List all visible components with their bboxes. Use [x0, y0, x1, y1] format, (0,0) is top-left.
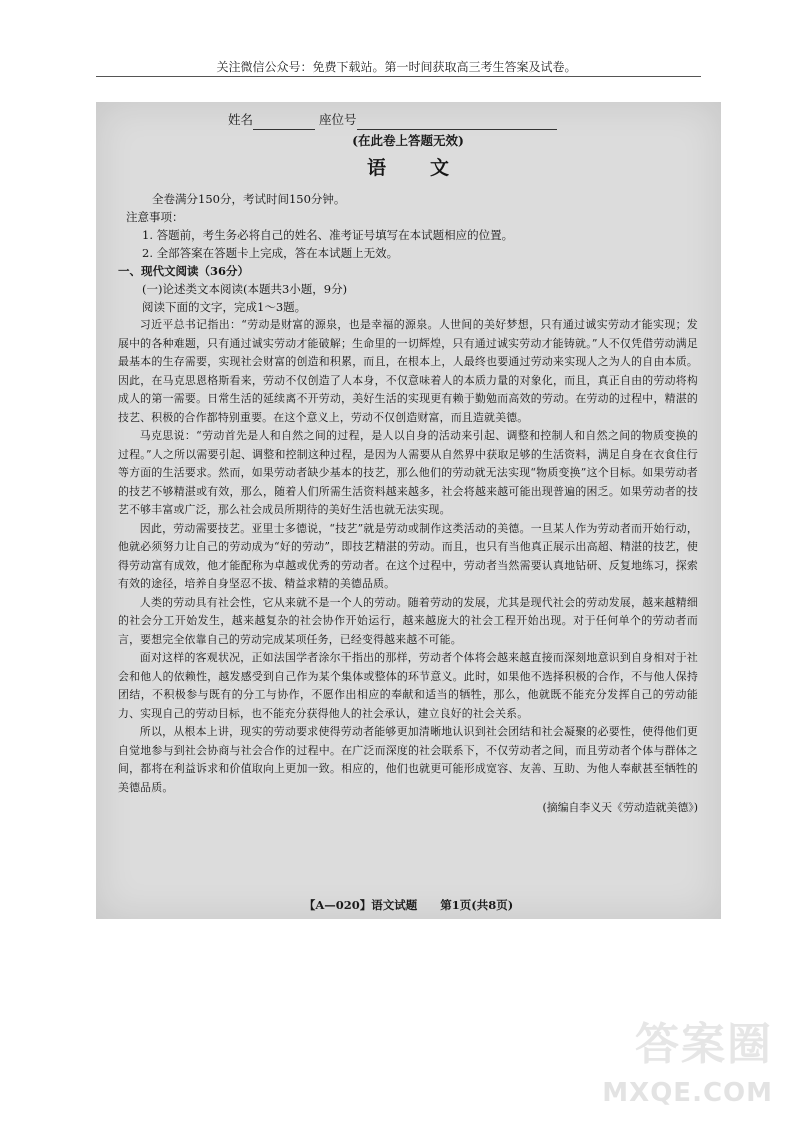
watermark-logo-text: 答案圈 [635, 1019, 773, 1070]
site-watermark [602, 1008, 773, 1108]
paragraph-5: 面对这样的客观状况，正如法国学者涂尔干指出的那样，劳动者个体将会越来越直接而深刻地意识到自身相对于社会和他人的依赖性，越发感受到自己作为某个集体或整体的环节意义。此时，如果他不选择积极的合作，不与他人保持团结，不积极参与既有的分工与协作，不愿作出相应的奉献和适当的牺牲，那么，他就既不能充分发挥自己的劳动能力、实现自己的劳动目标，也不能充分获得他人的社会承认，建立良好的社会关系。 [118, 651, 698, 720]
scanned-exam-page [96, 102, 721, 919]
paragraph-4: 人类的劳动具有社会性，它从来就不是一个人的劳动。随着劳动的发展，尤其是现代社会的劳动发展，越来越精细的社会分工开始发生，越来越复杂的社会协作开始运行，越来越庞大的社会工程开始出现。对于任何单个的劳动者而言，要想完全依靠自己的劳动完成某项任务，已经变得越来越不可能。 [118, 595, 698, 646]
seat-label: 座位号 [319, 112, 357, 127]
paragraph-2: 马克思说：“劳动首先是人和自然之间的过程，是人以自身的活动来引起、调整和控制人和自然之间的物质变换的过程。”人之所以需要引起、调整和控制这种过程，是因为人需要从自然界中获取足够的生活资料，满足自身在衣食住行等方面的生活要求。然而，如果劳动者缺少基本的技艺，那么他们的劳动就无法实现“物质变换”这个目标。如果劳动者的技艺不够精湛或有效，那么，随着人们所需生活资料越来越多，社会将越来越可能出现普遍的困乏。如果劳动者的技艺不够丰富或广泛，那么社会成员所期待的美好生活也就无法实现。 [118, 429, 698, 516]
watermark-url: MXQE.COM [602, 1078, 773, 1108]
paragraph-3: 因此，劳动需要技艺。亚里士多德说，“技艺”就是劳动或制作这类活动的美德。一旦某人作为劳动者而开始行动，他就必须努力让自己的劳动成为“好的劳动”，即技艺精湛的劳动。而且，也只有当他真正展示出高超、精湛的技艺，使得劳动富有成效，他才能配称为卓越或优秀的劳动者。在这个过程中，劳动者当然需要认真地钻研、反复地练习，探索有效的途径，培养自身坚忍不拔、精益求精的美德品质。 [118, 521, 698, 590]
note-2: 2. 全部答案在答题卡上完成，答在本试题上无效。 [142, 246, 399, 260]
subject-title: 语文 [366, 157, 493, 179]
invalid-notice: (在此卷上答题无效) [352, 133, 464, 148]
source-citation: (摘编自李义天《劳动造就美德》) [542, 801, 698, 814]
name-blank [253, 115, 315, 130]
section-title: 一、现代文阅读（36分） [118, 264, 250, 278]
name-seat-row [118, 110, 698, 130]
seat-blank [357, 115, 557, 130]
paragraph-6: 所以，从根本上讲，现实的劳动要求使得劳动者能够更加清晰地认识到社会团结和社会凝聚的必要性，使得他们更自觉地参与到社会协商与社会合作的过程中。在广泛而深度的社会联系下，不仅劳动者之间，而且劳动者个体与群体之间，都将在利益诉求和价值取向上更加一致。相应的，他们也就更可能形成宽容、友善、互助、为他人奉献甚至牺牲的美德品质。 [118, 725, 698, 794]
top-divider [96, 76, 701, 77]
top-banner: 关注微信公众号：免费下载站。第一时间获取高三考生答案及试卷。 [216, 60, 577, 74]
notes-title: 注意事项： [126, 210, 184, 224]
exam-content [118, 110, 698, 817]
subsection-title: (一)论述类文本阅读(本题共3小题，9分) [142, 282, 348, 296]
score-time-info: 全卷满分150分，考试时间150分钟。 [152, 192, 346, 206]
paragraph-1: 习近平总书记指出：“劳动是财富的源泉，也是幸福的源泉。人世间的美好梦想，只有通过诚实劳动才能实现；发展中的各种难题，只有通过诚实劳动才能破解；生命里的一切辉煌，只有通过诚实劳动才能铸就。”人不仅凭借劳动满足最基本的生存需要，实现社会财富的创造和积累，而且，在根本上，人最终也要通过劳动来实现人之为人的自由本质。因此，在马克思恩格斯看来，劳动不仅创造了人本身，不仅意味着人的本质力量的对象化，而且，真正自由的劳动将构成人的第一需要。日常生活的延续离不开劳动，美好生活的实现更有赖于勤勉而高效的劳动。在劳动的过程中，精湛的技艺、积极的合作都特别重要。在这个意义上，劳动不仅创造财富，而且造就美德。 [118, 318, 698, 424]
note-1: 1. 答题前，考生务必将自己的姓名、准考证号填写在本试题相应的位置。 [142, 228, 514, 242]
reading-instruction: 阅读下面的文字，完成1～3题。 [142, 300, 307, 314]
page-footer: 【A—020】语文试题 第1页(共8页) [303, 898, 514, 912]
name-label: 姓名 [228, 112, 254, 127]
